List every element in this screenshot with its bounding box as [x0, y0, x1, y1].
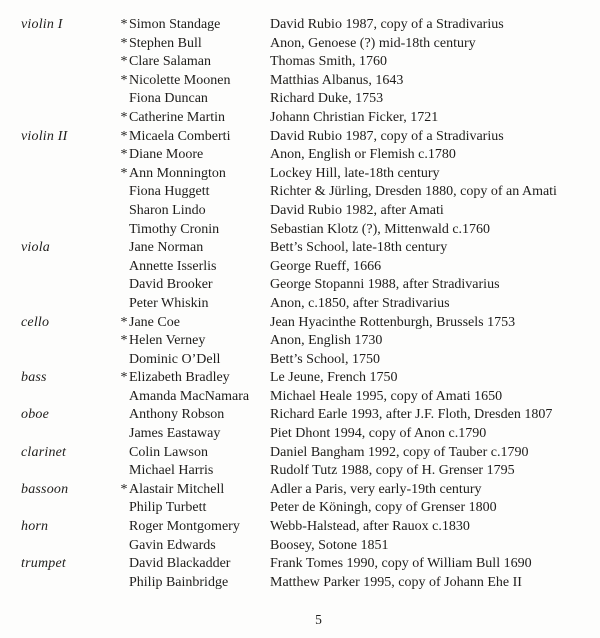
- roster-row: [21, 481, 600, 500]
- player-name-text: Peter Whiskin: [129, 295, 209, 311]
- player-name: [120, 35, 270, 54]
- instrument-maker: Peter de Köningh, copy of Grenser 1800: [270, 500, 497, 516]
- player-name: [129, 537, 270, 556]
- roster-row: [21, 369, 600, 388]
- roster-row: [21, 425, 600, 444]
- roster-row: [21, 314, 600, 333]
- player-name-text: Timothy Cronin: [129, 221, 220, 237]
- roster-row: [21, 499, 600, 518]
- roster-row: [21, 388, 600, 407]
- principal-star-mark: *: [120, 109, 128, 125]
- principal-star-mark: *: [120, 481, 128, 497]
- principal-star-mark: *: [120, 147, 128, 163]
- player-name-text: Micaela Comberti: [129, 128, 231, 144]
- player-name: [120, 16, 270, 35]
- instrument-maker: Bett’s School, 1750: [270, 351, 381, 367]
- roster-row: [21, 183, 600, 202]
- instrument-maker: Richard Earle 1993, after J.F. Floth, Dresden 1807: [270, 407, 553, 423]
- roster-row: [21, 406, 600, 425]
- instrument-label: [21, 165, 129, 184]
- player-name: [129, 388, 270, 407]
- instrument-label: cello: [21, 314, 50, 330]
- page-footer: [0, 611, 600, 629]
- page-number: 5: [315, 612, 322, 628]
- instrument-label: oboe: [21, 407, 50, 423]
- player-name: [129, 258, 270, 277]
- player-name: [129, 221, 270, 240]
- roster-row: [21, 462, 600, 481]
- instrument-maker: Matthew Parker 1995, copy of Johann Ehe II: [270, 574, 522, 590]
- instrument-label: [21, 295, 129, 314]
- player-name: [120, 165, 270, 184]
- player-name-text: Jane Norman: [129, 240, 204, 256]
- player-name: [120, 314, 270, 333]
- player-name: [129, 499, 270, 518]
- player-name-text: Dominic O’Dell: [129, 351, 221, 367]
- instrument-label: [21, 499, 129, 518]
- player-name: [120, 53, 270, 72]
- roster-row: [21, 537, 600, 556]
- player-name: [129, 406, 270, 425]
- instrument-maker: Anon, Genoese (?) mid-18th century: [270, 35, 476, 51]
- roster-row: [21, 109, 600, 128]
- instrument-label: [21, 90, 129, 109]
- player-name: [129, 444, 270, 463]
- instrument-maker: Sebastian Klotz (?), Mittenwald c.1760: [270, 221, 491, 237]
- roster-row: [21, 165, 600, 184]
- player-name-text: Ann Monnington: [129, 165, 226, 181]
- player-name-text: Simon Standage: [129, 17, 221, 32]
- instrument-maker: Boosey, Sotone 1851: [270, 537, 389, 553]
- player-name: [129, 555, 270, 574]
- instrument-maker: Piet Dhont 1994, copy of Anon c.1790: [270, 426, 487, 442]
- instrument-maker: Lockey Hill, late-18th century: [270, 165, 440, 181]
- player-name: [120, 109, 270, 128]
- instrument-label: [21, 35, 129, 54]
- player-name: [129, 276, 270, 295]
- instrument-maker: Michael Heale 1995, copy of Amati 1650: [270, 388, 503, 404]
- instrument-maker: Bett’s School, late-18th century: [270, 240, 448, 256]
- principal-star-mark: *: [120, 35, 128, 51]
- principal-star-mark: *: [120, 165, 128, 181]
- instrument-maker: Anon, English or Flemish c.1780: [270, 147, 456, 163]
- instrument-label: [21, 574, 129, 593]
- instrument-label: [21, 425, 129, 444]
- roster-row: [21, 574, 600, 593]
- instrument-maker: Thomas Smith, 1760: [270, 54, 388, 70]
- roster-row: [21, 221, 600, 240]
- player-name: [129, 295, 270, 314]
- player-name: [129, 518, 270, 537]
- player-name: [120, 128, 270, 147]
- player-name: [129, 183, 270, 202]
- roster-row: [21, 202, 600, 221]
- player-name-text: Anthony Robson: [129, 407, 225, 423]
- player-name-text: Clare Salaman: [129, 54, 212, 70]
- player-name: [120, 72, 270, 91]
- instrument-maker: George Stopanni 1988, after Stradivarius: [270, 277, 500, 293]
- roster-row: [21, 128, 600, 147]
- instrument-maker: Adler a Paris, very early-19th century: [270, 481, 482, 497]
- principal-star-mark: *: [120, 17, 128, 32]
- roster-row: [21, 555, 600, 574]
- instrument-label: [21, 462, 129, 481]
- instrument-maker: George Rueff, 1666: [270, 258, 382, 274]
- player-name: [129, 425, 270, 444]
- roster-row: [21, 16, 600, 35]
- instrument-label: [21, 72, 129, 91]
- roster-row: [21, 146, 600, 165]
- player-name-text: Nicolette Moonen: [129, 72, 231, 88]
- roster-row: [21, 276, 600, 295]
- instrument-maker: Frank Tomes 1990, copy of William Bull 1690: [270, 556, 532, 572]
- player-name-text: Amanda MacNamara: [129, 388, 250, 404]
- instrument-maker: David Rubio 1987, copy of a Stradivarius: [270, 17, 504, 32]
- roster-row: [21, 239, 600, 258]
- roster-row: [21, 53, 600, 72]
- player-name: [129, 351, 270, 370]
- player-name-text: Alastair Mitchell: [129, 481, 225, 497]
- player-name-text: Stephen Bull: [129, 35, 202, 51]
- instrument-maker: Rudolf Tutz 1988, copy of H. Grenser 1795: [270, 463, 515, 479]
- player-name-text: Sharon Lindo: [129, 202, 206, 218]
- player-name: [120, 146, 270, 165]
- instrument-label: bassoon: [21, 481, 69, 497]
- instrument-label: [21, 221, 129, 240]
- player-name-text: Helen Verney: [129, 333, 206, 349]
- player-name-text: James Eastaway: [129, 426, 221, 442]
- roster-row: [21, 258, 600, 277]
- player-name-text: Diane Moore: [129, 147, 204, 163]
- instrument-label: [21, 351, 129, 370]
- roster-row: [21, 295, 600, 314]
- roster-row: [21, 90, 600, 109]
- instrument-label: [21, 109, 129, 128]
- player-name-text: Michael Harris: [129, 463, 214, 479]
- principal-star-mark: *: [120, 314, 128, 330]
- instrument-label: trumpet: [21, 556, 66, 572]
- player-name-text: David Blackadder: [129, 556, 231, 572]
- player-name-text: David Brooker: [129, 277, 213, 293]
- player-name-text: Fiona Huggett: [129, 184, 210, 200]
- player-name-text: Elizabeth Bradley: [129, 370, 230, 386]
- instrument-maker: Daniel Bangham 1992, copy of Tauber c.1790: [270, 444, 529, 460]
- instrument-label: violin I: [21, 17, 63, 32]
- player-name-text: Jane Coe: [129, 314, 180, 330]
- principal-star-mark: *: [120, 54, 128, 70]
- instrument-label: clarinet: [21, 444, 67, 460]
- player-name: [120, 481, 270, 500]
- player-name-text: Philip Turbett: [129, 500, 207, 516]
- principal-star-mark: *: [120, 72, 128, 88]
- instrument-label: [21, 276, 129, 295]
- player-name-text: Philip Bainbridge: [129, 574, 229, 590]
- player-name-text: Catherine Martin: [129, 109, 226, 125]
- instrument-maker: Anon, English 1730: [270, 333, 383, 349]
- instrument-maker: Jean Hyacinthe Rottenburgh, Brussels 1753: [270, 314, 516, 330]
- player-name: [129, 239, 270, 258]
- roster-row: [21, 35, 600, 54]
- instrument-label: horn: [21, 519, 49, 535]
- instrument-maker: David Rubio 1982, after Amati: [270, 202, 444, 218]
- roster-row: [21, 72, 600, 91]
- instrument-maker: David Rubio 1987, copy of a Stradivarius: [270, 128, 504, 144]
- instrument-maker: Webb-Halstead, after Rauox c.1830: [270, 519, 470, 535]
- instrument-label: violin II: [21, 128, 68, 144]
- instrument-maker: Richard Duke, 1753: [270, 91, 384, 107]
- instrument-label: [21, 332, 129, 351]
- roster-row: [21, 351, 600, 370]
- instrument-maker: Richter & Jürling, Dresden 1880, copy of an Amati: [270, 184, 557, 200]
- instrument-maker: Johann Christian Ficker, 1721: [270, 109, 439, 125]
- player-name: [120, 332, 270, 351]
- player-name-text: Fiona Duncan: [129, 91, 208, 107]
- player-name: [129, 574, 270, 593]
- instrument-label: [21, 388, 129, 407]
- roster-row: [21, 518, 600, 537]
- instrument-label: bass: [21, 370, 47, 386]
- instrument-label: [21, 258, 129, 277]
- instrument-label: [21, 146, 129, 165]
- roster-row: [21, 332, 600, 351]
- player-name: [129, 90, 270, 109]
- instrument-maker: Le Jeune, French 1750: [270, 370, 398, 386]
- roster-row: [21, 444, 600, 463]
- instrument-label: [21, 202, 129, 221]
- player-name: [129, 462, 270, 481]
- player-name: [129, 202, 270, 221]
- principal-star-mark: *: [120, 333, 128, 349]
- player-name-text: Roger Montgomery: [129, 519, 240, 535]
- player-name-text: Gavin Edwards: [129, 537, 216, 553]
- player-name-text: Colin Lawson: [129, 444, 208, 460]
- instrument-label: [21, 53, 129, 72]
- principal-star-mark: *: [120, 370, 128, 386]
- principal-star-mark: *: [120, 128, 128, 144]
- instrument-label: [21, 183, 129, 202]
- instrument-label: [21, 537, 129, 556]
- player-name-text: Annette Isserlis: [129, 258, 217, 274]
- instrument-maker: Anon, c.1850, after Stradivarius: [270, 295, 450, 311]
- player-name: [120, 369, 270, 388]
- instrument-maker: Matthias Albanus, 1643: [270, 72, 404, 88]
- instrument-label: viola: [21, 240, 50, 256]
